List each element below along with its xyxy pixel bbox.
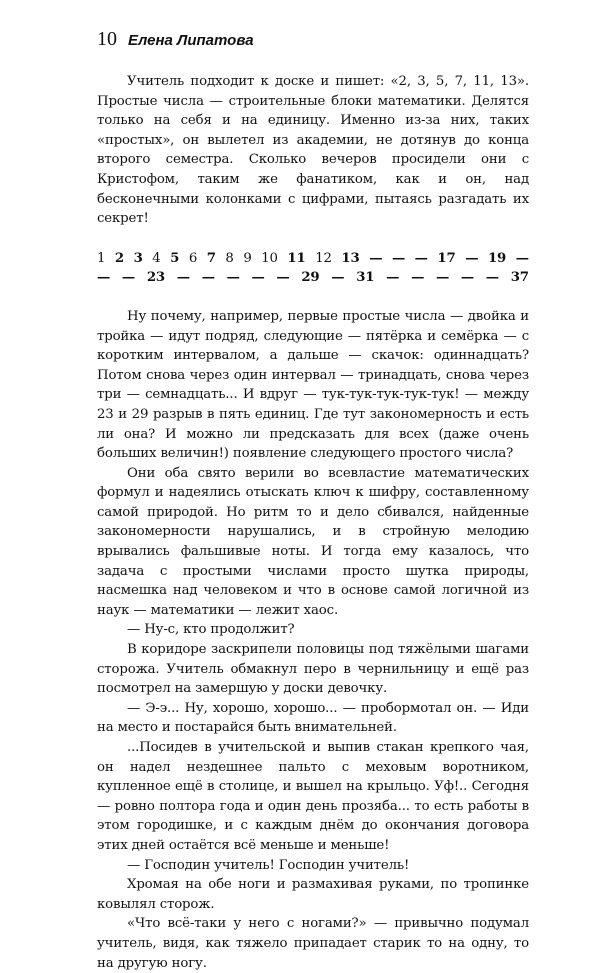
- sequence-item-row1: —: [369, 250, 383, 266]
- sequence-item-row2: —: [251, 270, 265, 286]
- sequence-item-row2: —: [97, 270, 111, 286]
- sequence-item-row1: —: [414, 250, 428, 266]
- sequence-item-row2: —: [226, 270, 240, 286]
- sequence-item-row2: —: [331, 270, 345, 286]
- page-body: [97, 72, 529, 973]
- sequence-item-row1: 17: [437, 250, 456, 266]
- sequence-item-row1: —: [465, 250, 479, 266]
- sequence-item-row1: 4: [152, 250, 161, 266]
- sequence-item-row1: 1: [97, 250, 106, 266]
- sequence-item-row1: 12: [315, 250, 332, 266]
- page-number: 10: [97, 28, 117, 50]
- paragraph-tea: ...Посидев в учительской и выпив стакан крепкого чая, он надел нездешнее пальто с меховым воротником, купленное ещё в столице, и вышел на крыльцо. Уф!.. Сегодня — ровно полтора года и один день прозяба... то есть работы в этом городишке, и с каждым днём до окончания договора этих дней остаётся всё меньше и меньше!: [97, 740, 529, 853]
- sequence-item-row1: 2: [114, 250, 124, 266]
- sequence-item-row2: 29: [301, 270, 320, 286]
- sequence-item-row2: —: [276, 270, 290, 286]
- paragraph-thought: «Что всё-таки у него с ногами?» — привычно подумал учитель, видя, как тяжело припадает старик то на одну, то на другую ногу.: [97, 916, 529, 971]
- sequence-item-row1: —: [515, 250, 529, 266]
- paragraph-intro: Учитель подходит к доске и пишет: «2, 3, 5, 7, 11, 13». Простые числа — строительные блоки математики. Делятся только на себя и на единицу. Именно из-за них, таких «простых», он вылетел из академии, не дотянув до конца второго семестра. Сколько вечеров просидели они с Кристофом, таким же фанатиком, как и он, над бесконечными колонками с цифрами, пытаясь разгадать их секрет!: [97, 74, 529, 227]
- paragraph-limp: Хромая на обе ноги и размахивая руками, по тропинке ковылял сторож.: [97, 877, 529, 912]
- sequence-item-row1: 5: [170, 250, 180, 266]
- paragraph-corridor: В коридоре заскрипели половицы под тяжёлыми шагами сторожа. Учитель обмакнул перо в чернильницу и ещё раз посмотрел на замершую у доски девочку.: [97, 642, 529, 697]
- sequence-item-row2: —: [176, 270, 190, 286]
- page-header: [97, 28, 254, 51]
- number-row-1: [97, 249, 529, 269]
- sequence-item-row1: 8: [225, 250, 234, 266]
- paragraph-why: Ну почему, например, первые простые числа — двойка и тройка — идут подряд, следующие — пятёрка и семёрка — с коротким интервалом, а дальше — скачок: одиннадцать? Потом снова через один интервал — тринадцать, снова через три — семнадцать... И вдруг — тук-тук-тук-тук-тук! — между 23 и 29 разрыв в пять единиц. Где тут закономерность и есть ли она? И можно ли предсказать для всех (даже очень больших величин!) появление следующего простого числа?: [97, 308, 529, 462]
- sequence-item-row2: —: [201, 270, 215, 286]
- sequence-item-row2: —: [411, 270, 425, 286]
- sequence-item-row1: 7: [206, 250, 216, 266]
- sequence-item-row2: —: [485, 270, 499, 286]
- paragraph-call: — Господин учитель! Господин учитель!: [127, 857, 410, 873]
- sequence-item-row1: 13: [341, 250, 360, 266]
- sequence-item-row2: —: [435, 270, 450, 286]
- sequence-item-row1: 3: [133, 250, 143, 266]
- sequence-item-row1: 9: [243, 250, 252, 266]
- sequence-item-row1: 11: [287, 250, 306, 266]
- sequence-item-row2: —: [386, 270, 400, 286]
- paragraph-mumble: — Э-э... Ну, хорошо, хорошо... — пробормотал он. — Иди на место и постарайся быть внимательней.: [97, 700, 529, 736]
- sequence-item-row1: 10: [261, 250, 278, 266]
- paragraph-who: — Ну-с, кто продолжит?: [127, 622, 295, 638]
- sequence-item-row1: 6: [188, 250, 198, 266]
- sequence-item-row2: 23: [146, 270, 166, 286]
- sequence-item-row2: —: [460, 270, 475, 286]
- number-sequence: [97, 249, 529, 288]
- sequence-item-row1: 19: [487, 250, 507, 266]
- paragraph-belief: Они оба свято верили во всевластие математических формул и надеялись отыскать ключ к шифру, составленному самой природой. Но ритм то и дело сбивался, найденные закономерности нарушались, и в стройную мелодию врывались фальшивые ноты. И тогда ему казалось, что задача с простыми числами просто шутка природы, насмешка над человеком и что в основе самой логичной из наук — математики — лежит хаос.: [97, 465, 529, 618]
- sequence-item-row2: 37: [510, 270, 529, 286]
- sequence-item-row1: —: [391, 250, 406, 266]
- number-row-2: [97, 268, 529, 288]
- running-head-author: Елена Липатова: [128, 32, 254, 49]
- sequence-item-row2: —: [121, 270, 136, 286]
- sequence-item-row2: 31: [356, 270, 375, 286]
